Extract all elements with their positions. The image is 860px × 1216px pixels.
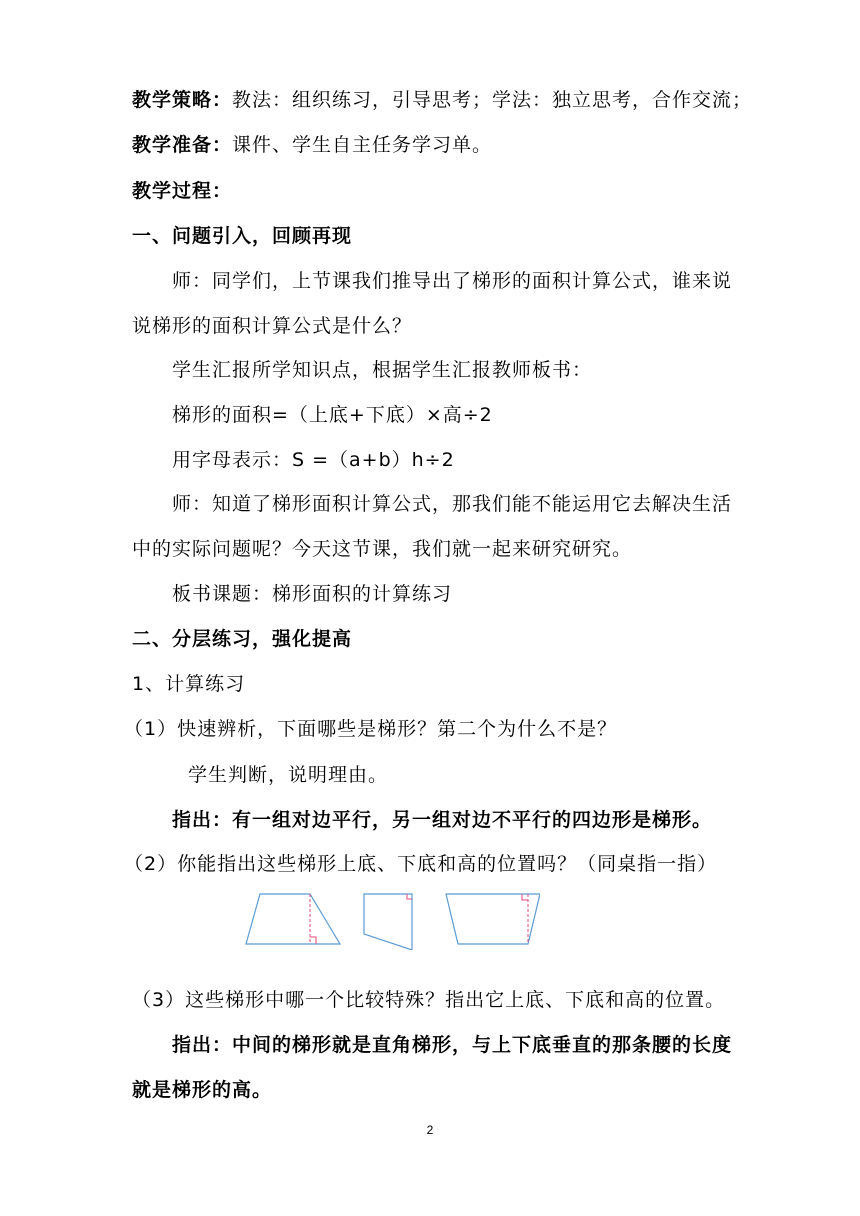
trapezoid-shape-3 [446, 894, 540, 944]
trapezoid-shape-2 [364, 894, 412, 950]
student-report-line: 学生汇报所学知识点，根据学生汇报教师板书： [172, 359, 593, 381]
teacher-intro-line-2: 中的实际问题呢？今天这节课，我们就一起来研究研究。 [132, 538, 633, 560]
teaching-strategy-text: 教法：组织练习，引导思考；学法：独立思考，合作交流； [232, 89, 753, 111]
section-1-heading: 一、问题引入，回顾再现 [132, 225, 353, 247]
teacher-question-line-2: 说梯形的面积计算公式是什么？ [132, 315, 413, 337]
question-2-line: （2）你能指出这些梯形上底、下底和高的位置吗？（同桌指一指） [124, 853, 718, 875]
formula-letters-line: 用字母表示：S =（a+b）h÷2 [172, 449, 455, 471]
question-1-line: （1）快速辨析，下面哪些是梯形？第二个为什么不是？ [124, 718, 618, 740]
subsection-1-heading: 1、计算练习 [132, 673, 246, 695]
teaching-preparation-line [132, 132, 492, 158]
teaching-process-heading: 教学过程： [132, 180, 233, 202]
section-2-heading: 二、分层练习，强化提高 [132, 628, 353, 650]
teaching-strategy-label: 教学策略： [132, 89, 233, 111]
question-3-line: （3）这些梯形中哪一个比较特殊？指出它上底、下底和高的位置。 [132, 989, 726, 1011]
page-number: 2 [426, 1123, 434, 1137]
teaching-strategy-line [132, 87, 752, 113]
trapezoid-shape-1 [246, 894, 340, 944]
board-title-line: 板书课题：梯形面积的计算练习 [172, 583, 453, 605]
right-angle-mark-2 [407, 894, 412, 899]
teaching-preparation-label: 教学准备： [132, 134, 233, 156]
teacher-question-line-1: 师：同学们，上节课我们推导出了梯形的面积计算公式，谁来说 [172, 270, 733, 292]
trapezoid-figures [244, 888, 540, 950]
question-3-point-line-1: 指出：中间的梯形就是直角梯形，与上下底垂直的那条腰的长度 [172, 1034, 733, 1056]
teaching-preparation-text: 课件、学生自主任务学习单。 [232, 134, 493, 156]
question-3-point-line-2: 就是梯形的高。 [132, 1079, 273, 1101]
right-angle-mark-3 [522, 894, 528, 900]
formula-words-line: 梯形的面积=（上底+下底）×高÷2 [172, 404, 493, 426]
question-1-student-line: 学生判断，说明理由。 [188, 764, 389, 786]
teacher-intro-line-1: 师：知道了梯形面积计算公式，那我们能不能运用它去解决生活 [172, 493, 733, 515]
question-1-point-line: 指出：有一组对边平行，另一组对边不平行的四边形是梯形。 [172, 809, 713, 831]
right-angle-mark-1 [310, 937, 316, 944]
